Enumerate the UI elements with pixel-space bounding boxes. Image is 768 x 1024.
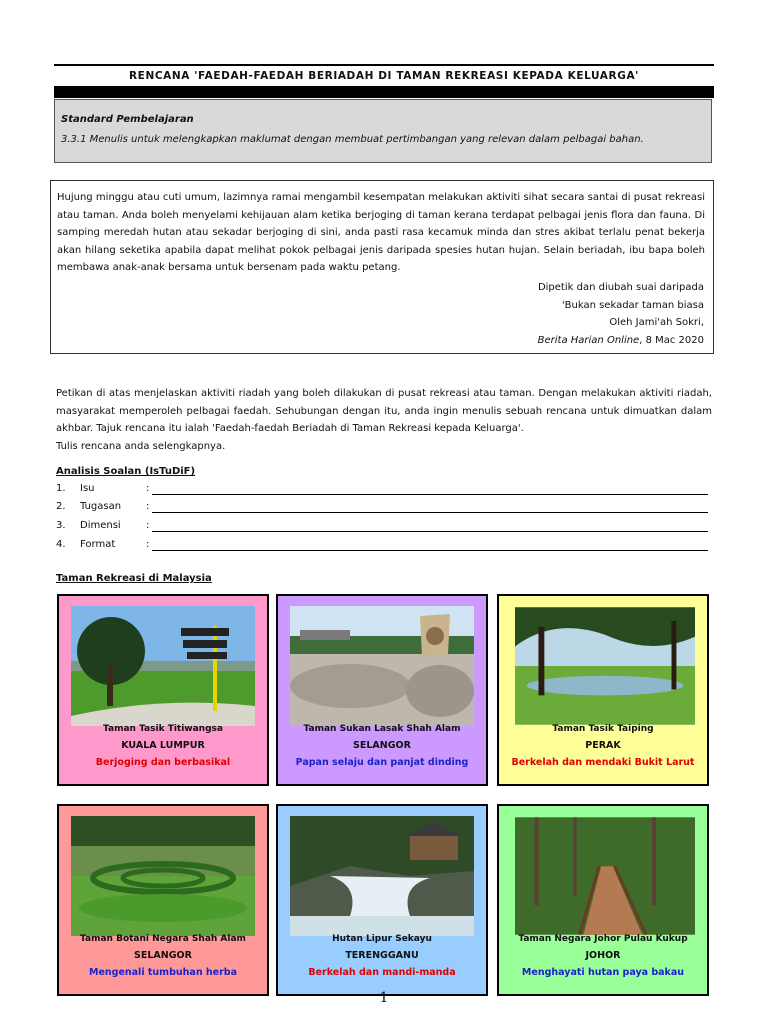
park-state: JOHOR <box>585 950 621 961</box>
waterfall-photo <box>290 816 474 936</box>
mangrove-boardwalk-image <box>515 816 695 936</box>
source-line-1: Dipetik dan diubah suai daripada <box>537 282 704 293</box>
page-title: RENCANA 'FAEDAH-FAEDAH BERIADAH DI TAMAN REKREASI KEPADA KELUARGA' <box>129 70 639 82</box>
analysis-label: Tugasan <box>80 501 122 512</box>
passage-box <box>50 180 714 354</box>
skatepark-photo <box>290 606 474 726</box>
park-signpost-image <box>71 606 255 726</box>
park-activity: Papan selaju dan panjat dinding <box>295 757 469 768</box>
lake-raintree-photo <box>515 606 695 726</box>
park-card-botani <box>57 804 269 996</box>
skatepark-image <box>290 606 474 726</box>
botanic-garden-image <box>71 816 255 936</box>
analysis-row-format <box>56 539 712 555</box>
park-state: PERAK <box>585 740 621 751</box>
title-underbar <box>54 86 714 98</box>
page-number: 1 <box>379 990 389 1006</box>
park-card-titiwangsa <box>57 594 269 786</box>
park-name: Taman Botani Negara Shah Alam <box>80 934 246 944</box>
park-state: KUALA LUMPUR <box>121 740 205 751</box>
analysis-colon: : <box>146 520 150 531</box>
park-name: Taman Negara Johor Pulau Kukup <box>518 934 688 944</box>
park-activity: Mengenali tumbuhan herba <box>88 967 237 978</box>
instruction <box>56 385 712 455</box>
analysis-colon: : <box>146 483 150 494</box>
park-signpost-photo <box>71 606 255 726</box>
park-card-sekayu <box>276 804 488 996</box>
park-state: TERENGGANU <box>345 950 419 961</box>
standard-heading: Standard Pembelajaran <box>61 114 194 125</box>
analysis-label: Format <box>80 539 116 550</box>
instruction-paragraph: Petikan di atas menjelaskan aktiviti riadah yang boleh dilakukan di pusat rekreasi atau taman. Dengan melakukan aktiviti riadah, masyarakat memperoleh pelbagai faedah. Sehubungan dengan itu, anda ingin menulis sebuah rencana untuk dimuatkan dalam akhbar. Tajuk rencana itu ialah 'Faedah-faedah Beriadah di Taman Rekreasi kepada Keluarga'. <box>56 388 712 434</box>
park-activity: Berjoging dan berbasikal <box>95 757 231 768</box>
analysis-number: 4. <box>56 539 66 550</box>
instruction-line-2: Tulis rencana anda selengkapnya. <box>56 440 226 452</box>
park-name: Taman Tasik Taiping <box>552 724 654 734</box>
answer-line[interactable] <box>152 512 708 513</box>
standard-pembelajaran-box <box>54 99 712 163</box>
source-line-3: Oleh Jami'ah Sokri, <box>609 317 704 328</box>
park-card-pulau-kukup <box>497 804 709 996</box>
analysis-colon: : <box>146 501 150 512</box>
source-line-2: 'Bukan sekadar taman biasa <box>561 299 704 311</box>
passage-source <box>538 279 704 349</box>
source-line-4 <box>538 332 704 350</box>
park-card-tasik-taiping <box>497 594 709 786</box>
park-activity: Berkelah dan mandi-manda <box>308 967 456 978</box>
park-card-sukan-lasak <box>276 594 488 786</box>
answer-line[interactable] <box>152 494 708 495</box>
analysis-label: Isu <box>80 483 95 494</box>
park-state: SELANGOR <box>353 740 411 751</box>
analysis-label: Dimensi <box>80 520 121 531</box>
park-name: Taman Sukan Lasak Shah Alam <box>303 724 461 734</box>
parks-heading: Taman Rekreasi di Malaysia <box>56 573 212 584</box>
park-activity: Menghayati hutan paya bakau <box>521 967 685 978</box>
park-name: Hutan Lipur Sekayu <box>332 934 432 944</box>
answer-line[interactable] <box>152 550 708 551</box>
waterfall-image <box>290 816 474 936</box>
analysis-colon: : <box>146 539 150 550</box>
analysis-row-tugasan <box>56 501 712 517</box>
park-activity: Berkelah dan mendaki Bukit Larut <box>511 757 695 768</box>
analysis-row-dimensi <box>56 520 712 536</box>
analysis-number: 3. <box>56 520 66 531</box>
park-state: SELANGOR <box>134 950 192 961</box>
passage-text: Hujung minggu atau cuti umum, lazimnya ramai mengambil kesempatan melakukan aktiviti sihat secara santai di pusat rekreasi atau taman. Anda boleh menyelami kehijauan alam ketika berjoging di taman kerana terdapat pelbagai jenis flora dan fauna. Di samping meredah hutan atau sekadar berjoging di sini, anda pasti rasa kecamuk minda dan stres akibat terlalu penat bekerja akan hilang seketika apabila dapat melihat pokok pelbagai jenis daripada spesies hutan hujan. Selain beriadah, ibu bapa boleh membawa anak-anak bersama untuk bersenam pada waktu petang. <box>57 192 705 273</box>
source-publication: Berita Harian Online <box>537 334 640 346</box>
analysis-number: 1. <box>56 483 66 494</box>
analysis-row-isu <box>56 483 712 499</box>
top-rule <box>54 64 714 66</box>
analysis-heading: Analisis Soalan (IsTuDiF) <box>56 466 196 477</box>
analysis-number: 2. <box>56 501 66 512</box>
answer-line[interactable] <box>152 531 708 532</box>
source-date: , 8 Mac 2020 <box>639 334 704 346</box>
mangrove-boardwalk-photo <box>515 816 695 936</box>
park-name: Taman Tasik Titiwangsa <box>103 724 223 734</box>
lake-raintree-image <box>515 606 695 726</box>
botanic-garden-photo <box>71 816 255 936</box>
standard-text: 3.3.1 Menulis untuk melengkapkan maklumat dengan membuat pertimbangan yang relevan dalam pelbagai bahan. <box>61 134 644 145</box>
